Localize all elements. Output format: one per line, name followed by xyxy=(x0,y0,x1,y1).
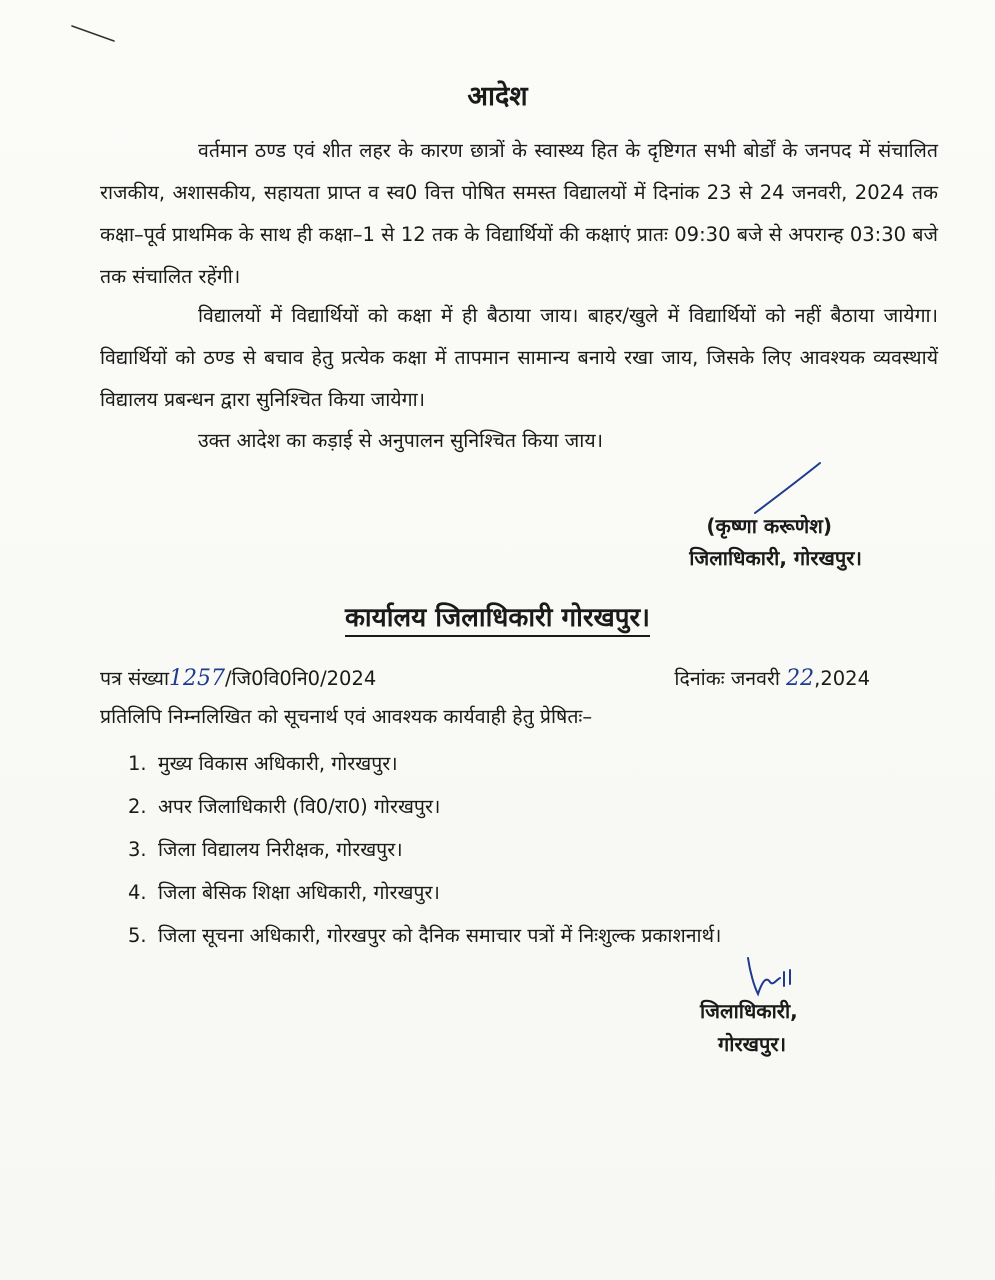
list-item-number: 3. xyxy=(128,838,147,861)
list-item-text: जिला विद्यालय निरीक्षक, गोरखपुर। xyxy=(158,838,403,861)
closing-designation: जिलाधिकारी, xyxy=(700,999,798,1023)
list-item xyxy=(128,914,721,957)
letter-number xyxy=(100,664,376,691)
signatory-name: (कृष्णा करूणेश) xyxy=(706,514,832,538)
list-item-text: जिला बेसिक शिक्षा अधिकारी, गोरखपुर। xyxy=(158,881,440,904)
letter-date-handwritten: 22 xyxy=(786,666,815,691)
list-item-text: मुख्य विकास अधिकारी, गोरखपुर। xyxy=(158,752,398,775)
office-heading-text: कार्यालय जिलाधिकारी गोरखपुर। xyxy=(345,603,650,637)
list-item-number: 2. xyxy=(128,795,147,818)
pen-mark xyxy=(70,22,120,46)
order-title: आदेश xyxy=(467,81,528,112)
list-item xyxy=(128,785,721,828)
letter-number-handwritten: 1257 xyxy=(169,666,225,691)
list-item-number: 1. xyxy=(128,752,147,775)
list-item-number: 5. xyxy=(128,924,147,947)
list-item-number: 4. xyxy=(128,881,147,904)
closing-signature-block xyxy=(700,995,798,1061)
order-paragraph-1: वर्तमान ठण्ड एवं शीत लहर के कारण छात्रों के स्वास्थ्य हित के दृष्टिगत सभी बोर्डों के जनपद में संचालित राजकीय, अशासकीय, सहायता प्राप्त व स्व0 वित्त पोषित समस्त विद्यालयों में दिनांक 23 से 24 जनवरी, 2024 तक कक्षा–पूर्व प्राथमिक के साथ ही कक्षा–1 से 12 तक के विद्यार्थियों की कक्षाएं प्रातः 09:30 बजे से अपरान्ह 03:30 बजे तक संचालित रहेंगी। xyxy=(100,139,938,288)
list-item-text: अपर जिलाधिकारी (वि0/रा0) गोरखपुर। xyxy=(158,795,441,818)
list-item xyxy=(128,828,721,871)
initials-mark xyxy=(740,952,800,1000)
order-paragraph-2: विद्यालयों में विद्यार्थियों को कक्षा में ही बैठाया जाय। बाहर/खुले में विद्यार्थियों को नहीं बैठाया जायेगा। विद्यार्थियों को ठण्ड से बचाव हेतु प्रत्येक कक्षा में तापमान सामान्य बनाये रखा जाय, जिसके लिए आवश्यक व्यवस्थायें विद्यालय प्रबन्धन द्वारा सुनिश्चित किया जायेगा। xyxy=(100,304,938,411)
letter-date xyxy=(674,664,870,691)
letter-date-suffix: ,2024 xyxy=(814,667,870,690)
letter-reference-line xyxy=(100,664,870,691)
office-heading xyxy=(0,598,995,634)
copy-list xyxy=(128,742,721,957)
letter-date-prefix: दिनांकः जनवरी xyxy=(674,667,787,690)
letter-number-prefix: पत्र संख्या xyxy=(100,667,169,690)
signatory-designation: जिलाधिकारी, गोरखपुर। xyxy=(689,546,862,570)
list-item-text: जिला सूचना अधिकारी, गोरखपुर को दैनिक समाचार पत्रों में निःशुल्क प्रकाशनार्थ। xyxy=(158,924,722,947)
signature-mark xyxy=(750,458,830,518)
list-item xyxy=(128,871,721,914)
order-paragraph-3: उक्त आदेश का कड़ाई से अनुपालन सुनिश्चित किया जाय। xyxy=(198,429,604,452)
signatory-block xyxy=(689,510,862,574)
copy-intro: प्रतिलिपि निम्नलिखित को सूचनार्थ एवं आवश्यक कार्यवाही हेतु प्रेषितः– xyxy=(100,705,593,728)
list-item xyxy=(128,742,721,785)
closing-location: गोरखपुर। xyxy=(718,1032,787,1056)
letter-number-suffix: /जि0वि0नि0/2024 xyxy=(225,667,377,690)
